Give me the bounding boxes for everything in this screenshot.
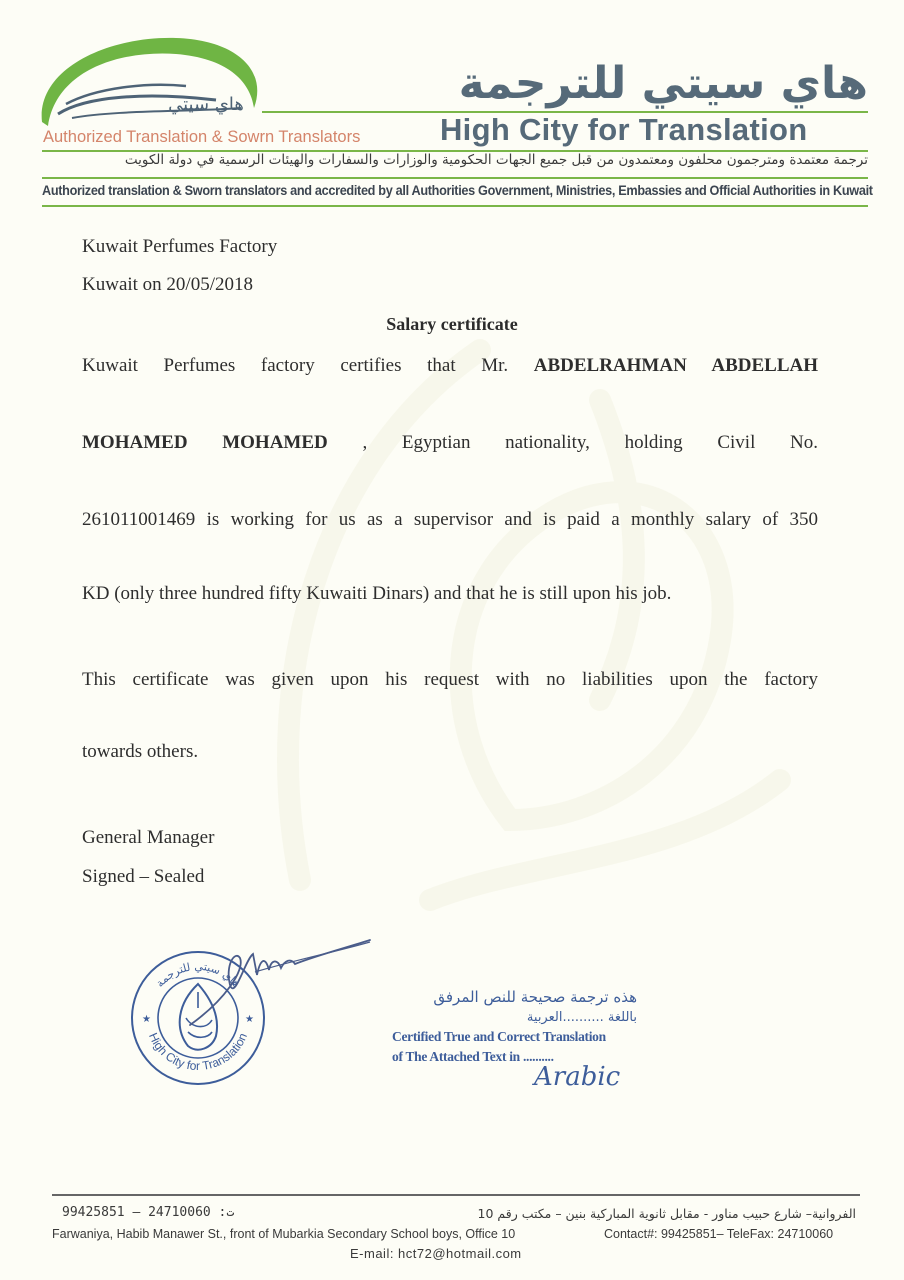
stamp-ring-text: High City for Translation xyxy=(145,1030,250,1074)
header-divider xyxy=(42,205,868,207)
svg-text:★: ★ xyxy=(142,1014,151,1025)
footer-divider xyxy=(52,1194,860,1196)
body-line-1 xyxy=(82,355,818,377)
certification-english-line2: of The Attached Text in .......... xyxy=(392,1049,554,1064)
footer-address-arabic: الفروانية– شارع حبيب مناور - مقابل ثانوية المباركية بنين – مكتب رقم 10 xyxy=(477,1206,856,1221)
footer-contact: Contact#: 99425851– TeleFax: 24710060 xyxy=(604,1227,834,1241)
body-line-2 xyxy=(82,432,818,454)
brand-name-english: High City for Translation xyxy=(440,112,808,147)
employee-name-part1: ABDELRAHMAN ABDELLAH xyxy=(533,355,819,376)
signatory-note: Signed – Sealed xyxy=(82,866,205,887)
handwritten-language xyxy=(530,1055,660,1095)
company-name: Kuwait Perfumes Factory xyxy=(82,236,278,257)
body-line-5: This certificate was given upon his request with no liabilities upon the factory xyxy=(82,669,818,690)
logo-text: هاي سيتي xyxy=(168,94,244,115)
handwritten-language-text: Arabic xyxy=(534,1062,621,1092)
header-subtitle-english: Authorized translation & Sworn translators and accredited by all Authorities Government, Ministries, Embassies and Official Authorities in Kuwait xyxy=(42,183,873,198)
footer-email[interactable]: E-mail: hct72@hotmail.com xyxy=(350,1246,522,1261)
footer-phone-arabic: ت: 24710060 – 99425851 xyxy=(62,1205,235,1220)
certification-english-line1: Certified True and Correct Translation xyxy=(392,1029,606,1044)
signature-icon xyxy=(185,930,385,1030)
nationality-text: , Egyptian nationality, holding Civil No. xyxy=(362,432,819,453)
place-and-date: Kuwait on 20/05/2018 xyxy=(82,274,253,295)
body-line-4: KD (only three hundred fifty Kuwaiti Dinars) and that he is still upon his job. xyxy=(82,583,672,604)
certification-arabic: هذه ترجمة صحيحة للنص المرفق xyxy=(433,988,637,1006)
footer-address-english: Farwaniya, Habib Manawer St., front of Mubarkia Secondary School boys, Office 10 xyxy=(52,1227,516,1241)
brand-name-arabic: هاي سيتي للترجمة xyxy=(458,58,868,109)
certifies-text: Kuwait Perfumes factory certifies that Mr. xyxy=(82,355,509,376)
stamp-ring-text-arabic: هاي سيتي للترجمة xyxy=(153,959,243,990)
certificate-title: Salary certificate xyxy=(386,314,518,334)
company-logo-icon xyxy=(36,30,266,140)
certification-language-arabic: باللغة ..........العربية xyxy=(526,1010,637,1025)
body-line-3: 261011001469 is working for us as a supervisor and is paid a monthly salary of 350 xyxy=(82,509,818,530)
certification-block xyxy=(392,988,652,1065)
signatory-title: General Manager xyxy=(82,827,215,848)
header-tagline: Authorized Translation & Sowrn Translators xyxy=(43,128,361,146)
employee-name-part2: MOHAMED MOHAMED xyxy=(82,432,328,453)
header-divider xyxy=(42,177,868,179)
svg-text:★: ★ xyxy=(245,1014,254,1025)
header-subtitle-arabic: ترجمة معتمدة ومترجمون محلفون ومعتمدون من قبل جميع الجهات الحكومية والوزارات والسفارات والهيئات الرسمية في دولة الكويت xyxy=(124,152,868,168)
body-line-6: towards others. xyxy=(82,741,199,762)
